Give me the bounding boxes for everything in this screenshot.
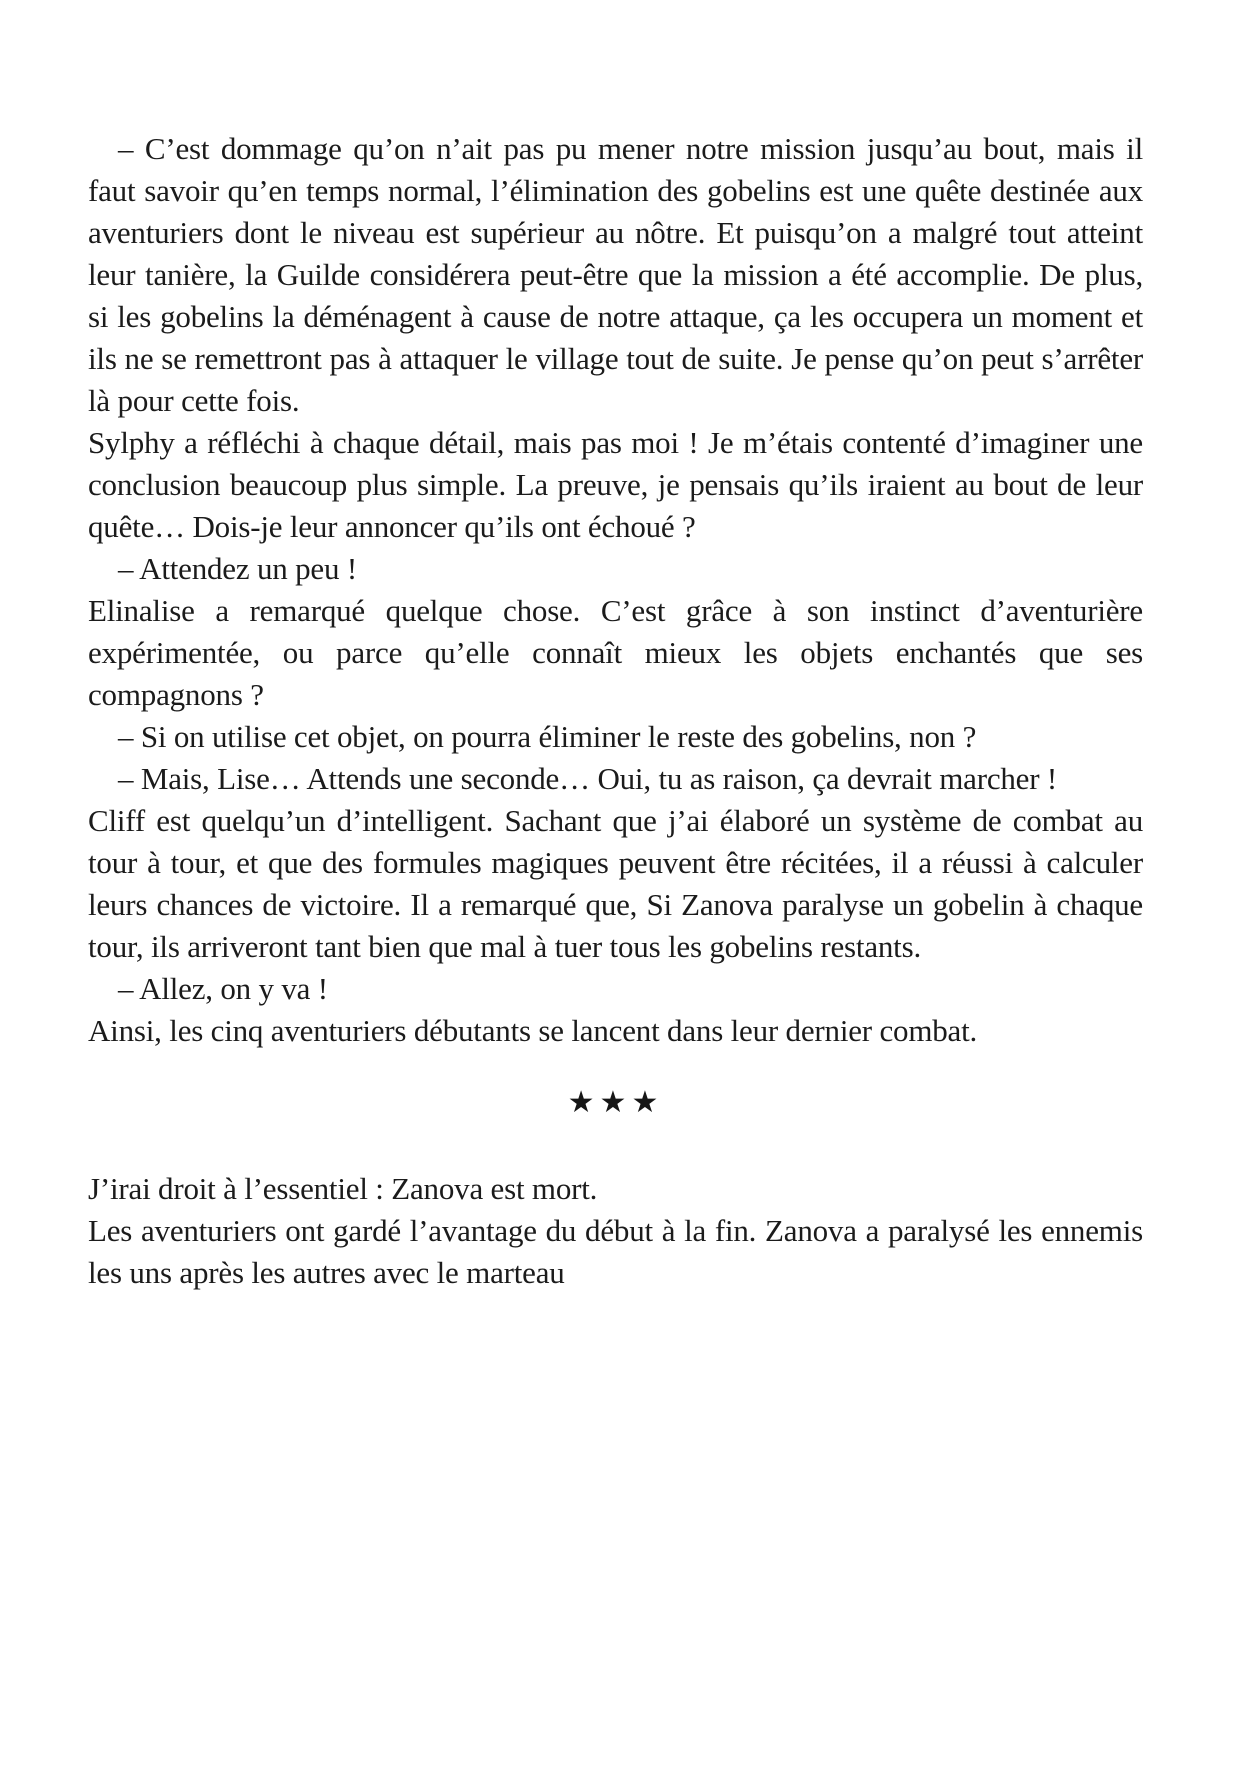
paragraph-dialogue-2: – Attendez un peu ! [118, 551, 357, 586]
paragraph-narration-4: Ainsi, les cinq aventuriers débutants se lancent dans leur dernier combat. [88, 1013, 978, 1048]
paragraph-narration-6: Les aventuriers ont gardé l’avantage du début à la fin. Zanova a paralysé les ennemis les uns après les autres avec le marteau [88, 1213, 1143, 1290]
section-separator [88, 1082, 1143, 1124]
paragraph-dialogue-3: – Si on utilise cet objet, on pourra éliminer le reste des gobelins, non ? [118, 719, 977, 754]
stars-icon: ★★★ [567, 1086, 664, 1119]
paragraph-narration-3: Cliff est quelqu’un d’intelligent. Sachant que j’ai élaboré un système de combat au tour à tour, et que des formules magiques peuvent être récitées, il a réussi à calculer leurs chances de victoire. Il a remarqué que, Si Zanova paralyse un gobelin à chaque tour, ils arriveront tant bien que mal à tuer tous les gobelins restants. [88, 803, 1143, 964]
paragraph-dialogue-1: – C’est dommage qu’on n’ait pas pu mener notre mission jusqu’au bout, mais il faut savoir qu’en temps normal, l’élimination des gobelins est une quête destinée aux aventuriers dont le niveau est supérieur au nôtre. Et puisqu’on a malgré tout atteint leur tanière, la Guilde considérera peut-être que la mission a été accomplie. De plus, si les gobelins la déménagent à cause de notre attaque, ça les occupera un moment et ils ne se remettront pas à attaquer le village tout de suite. Je pense qu’on peut s’arrêter là pour cette fois. [88, 131, 1143, 418]
page-text-block [88, 128, 1143, 1294]
paragraph-narration-1: Sylphy a réfléchi à chaque détail, mais pas moi ! Je m’étais contenté d’imaginer une conclusion beaucoup plus simple. La preuve, je pensais qu’ils iraient au bout de leur quête… Dois-je leur annoncer qu’ils ont échoué ? [88, 425, 1143, 544]
paragraph-dialogue-4: – Mais, Lise… Attends une seconde… Oui, tu as raison, ça devrait marcher ! [118, 761, 1058, 796]
paragraph-dialogue-5: – Allez, on y va ! [118, 971, 328, 1006]
paragraph-narration-5: J’irai droit à l’essentiel : Zanova est mort. [88, 1171, 598, 1206]
paragraph-narration-2: Elinalise a remarqué quelque chose. C’est grâce à son instinct d’aventurière expérimentée, ou parce qu’elle connaît mieux les objets enchantés que ses compagnons ? [88, 593, 1143, 712]
